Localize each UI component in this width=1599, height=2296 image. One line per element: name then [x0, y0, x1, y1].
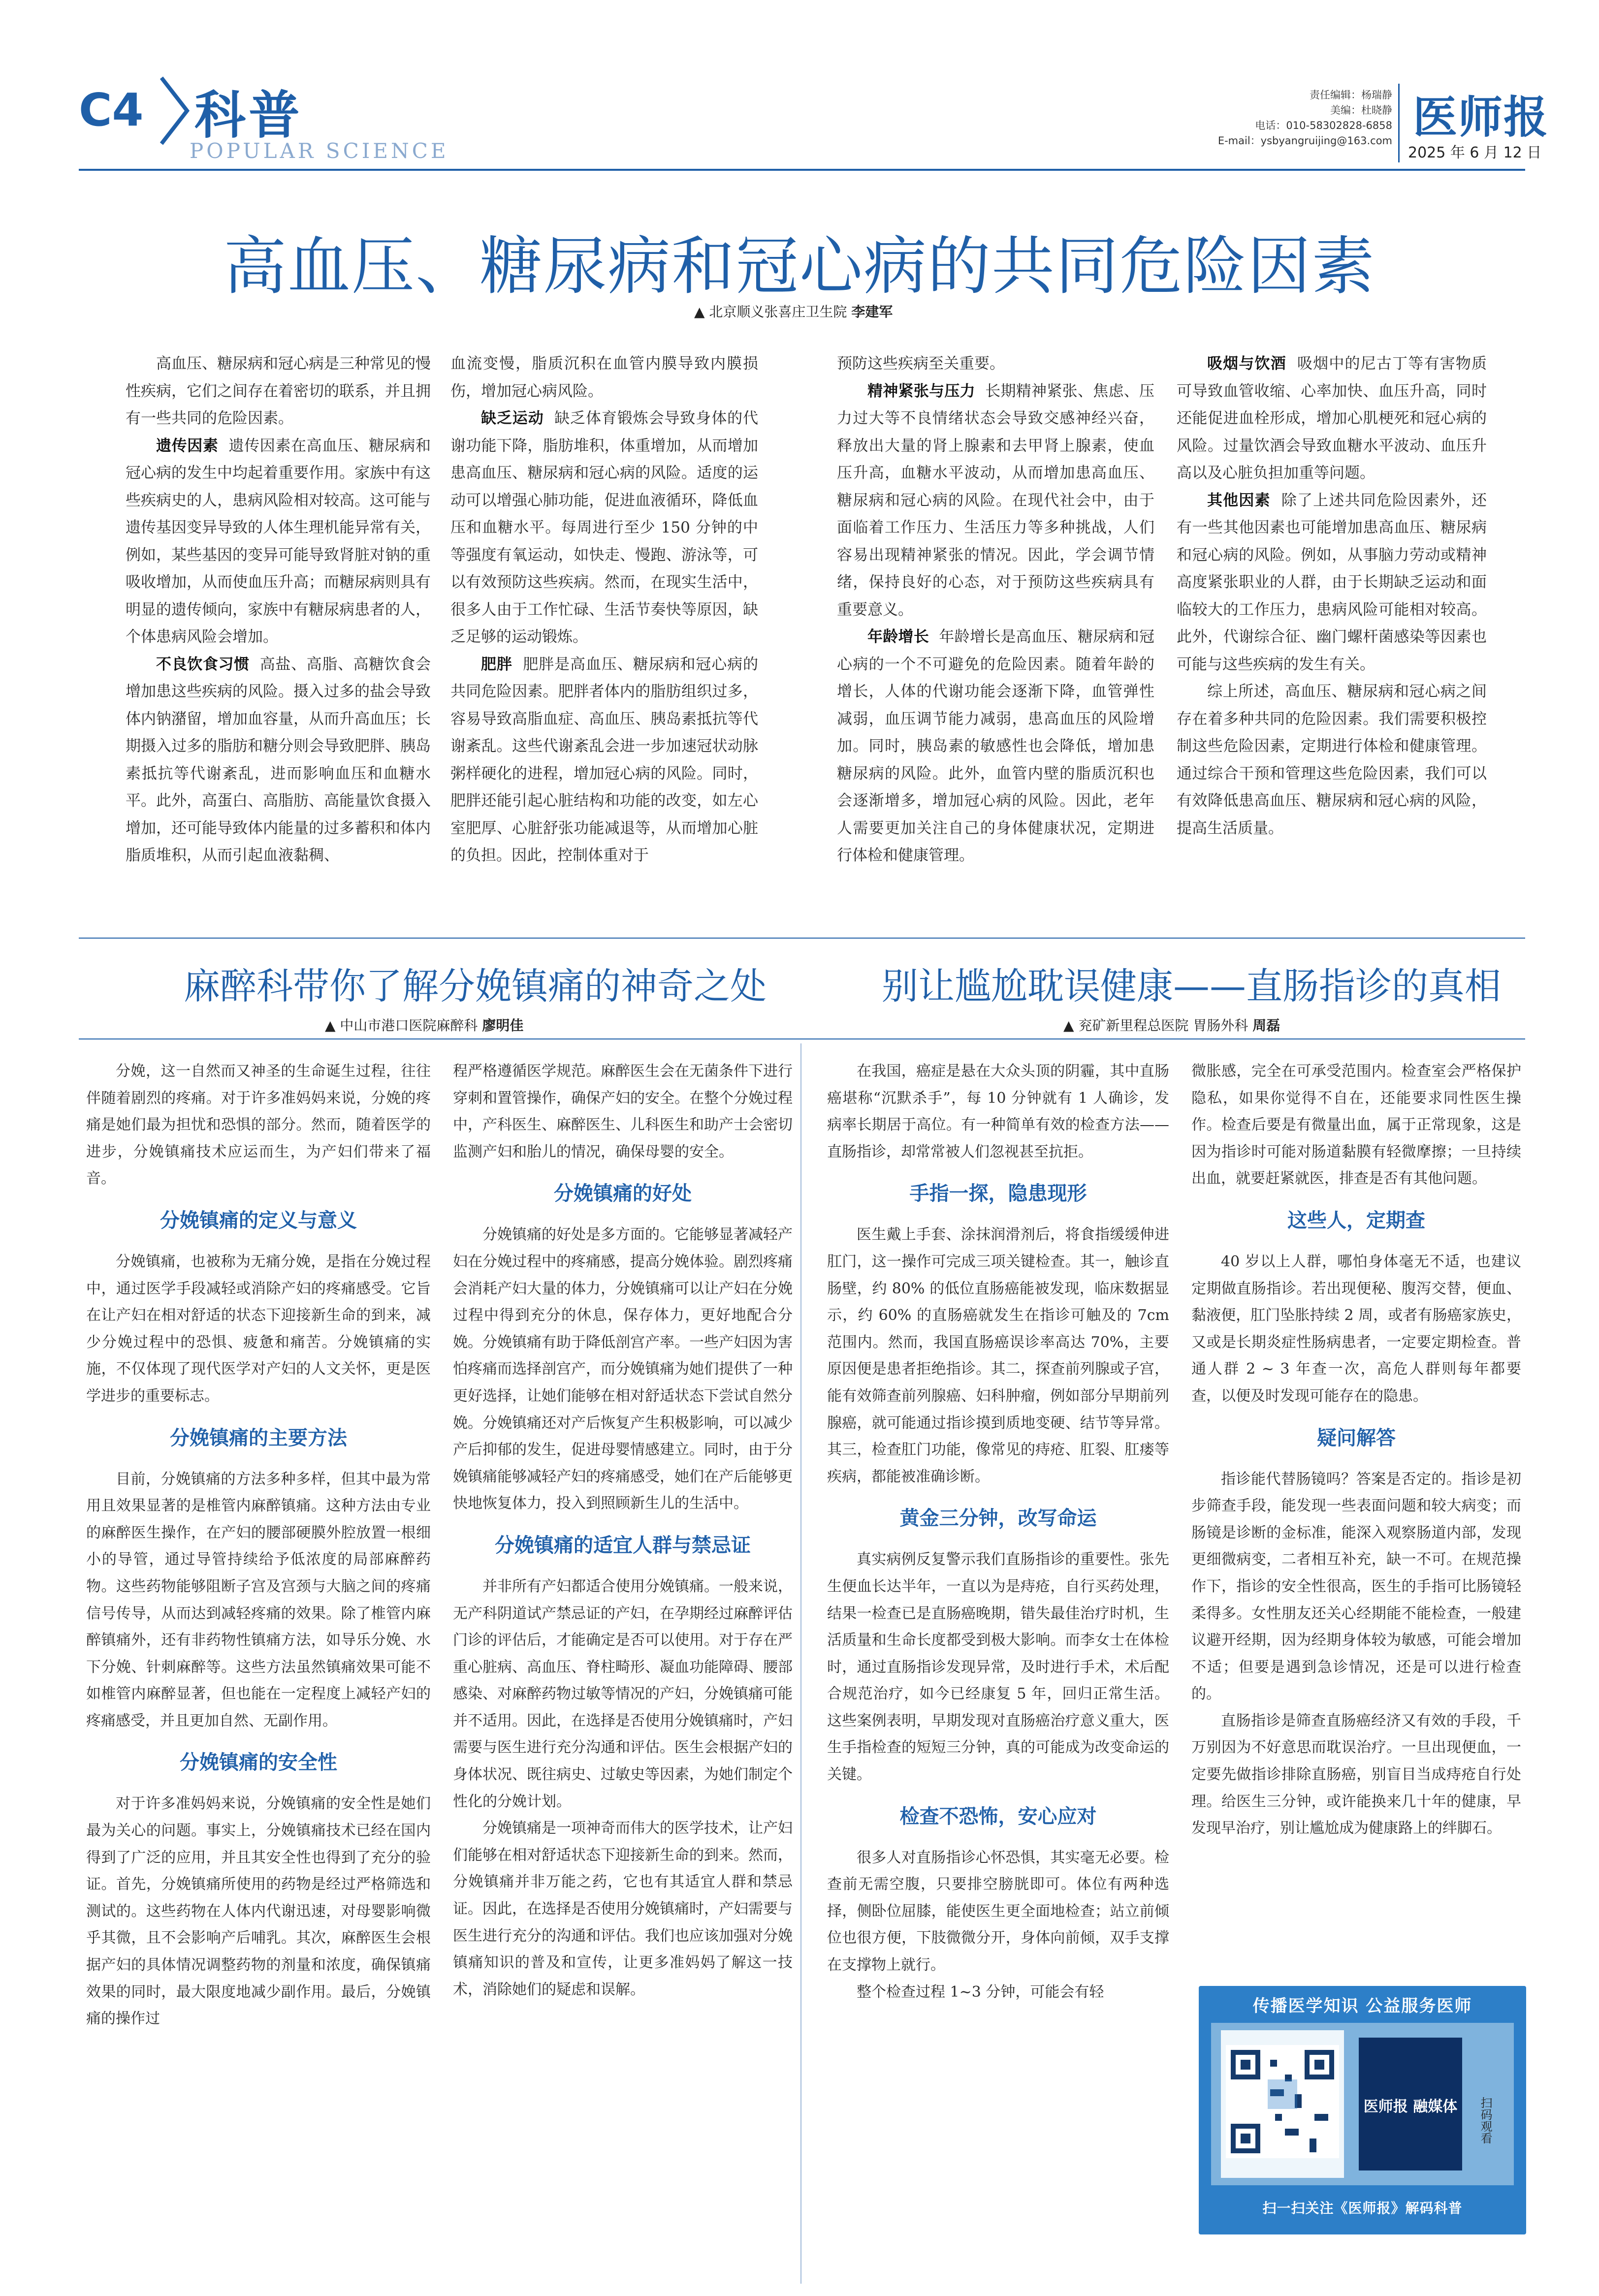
keyword: 不良饮食习惯	[156, 655, 250, 673]
keyword: 年龄增长	[867, 628, 929, 646]
promo-header: 传播医学知识 公益服务医师	[1252, 1996, 1472, 2016]
anesthesia-article-byline: ▲ 中山市港口医院麻醉科 廖明佳	[325, 1017, 524, 1034]
keyword: 吸烟与饮酒	[1207, 355, 1286, 373]
paragraph: 医生戴上手套、涂抹润滑剂后，将食指缓缓伸进肛门，这一操作可完成三项关键检查。其一，触诊直肠壁，约 80% 的低位直肠癌能被发现，临床数据显示，约 60% 的直肠癌就发生在指诊可触及的 7cm 范围内。然而，我国直肠癌误诊率高达 70%，主要原因便是患者拒绝指诊。其二，探查前列腺或子宫，能有效筛查前列腺癌、妇科肿瘤，例如部分早期前列腺癌，就可能通过指诊摸到质地变硬、结节等异常。其三，检查肛门功能，像常见的痔疮、肛裂、肛瘘等疾病，都能被准确诊断。	[827, 1226, 1169, 1485]
anesthesia-column-2	[453, 1058, 793, 2003]
subheading: 疑问解答	[1317, 1426, 1396, 1449]
paragraph: 很多人对直肠指诊心怀恐惧，其实毫无必要。检查前无需空腹，只要排空膀胱即可。体位有两种选择，侧卧位屈膝，能使医生更全面地检查；站立前倾位也很方便，下肢微微分开，身体向前倾，双手支撑在支撑物上就行。	[827, 1849, 1169, 1974]
main-article-title: 高血压、糖尿病和冠心病的共同危险因素	[223, 230, 1375, 303]
subheading: 分娩镇痛的主要方法	[170, 1426, 347, 1449]
paragraph: 其他因素 除了上述共同危险因素外，还有一些其他因素也可能增加患高血压、糖尿病和冠心病的风险。例如，从事脑力劳动或精神高度紧张职业的人群，由于长期缺乏运动和面临较大的工作压力，患病风险可能相对较高。此外，代谢综合征、幽门螺杆菌感染等因素也可能与这些疾病的发生有关。	[1177, 491, 1487, 673]
contact-email: E-mail：ysbyangruijing@163.com	[1217, 135, 1392, 147]
main-article-column-4	[1177, 350, 1487, 842]
keyword: 精神紧张与压力	[867, 382, 975, 400]
keyword: 其他因素	[1207, 491, 1271, 509]
paragraph: 微胀感，完全在可承受范围内。检查室会严格保护隐私，如果你觉得不自在，还能要求同性医生操作。检查后要是有微量出血，属于正常现象，这是因为指诊时可能对肠道黏膜有轻微摩擦；一旦持续出血，就要赶紧就医，排查是否有其他问题。	[1191, 1063, 1521, 1188]
main-article-byline	[694, 301, 893, 321]
promo-side-text: 扫码观看	[1478, 2097, 1492, 2144]
subheading: 分娩镇痛的定义与意义	[160, 1209, 357, 1232]
paragraph: 吸烟与饮酒 吸烟中的尼古丁等有害物质可导致血管收缩、心率加快、血压升高，同时还能促进血栓形成，增加心肌梗死和冠心病的风险。过量饮酒会导致血糖水平波动、血压升高以及心脏负担加重等问题。	[1177, 355, 1487, 482]
contact-phone: 电话：010-58302828-6858	[1255, 120, 1392, 131]
anesthesia-column-1	[86, 1058, 431, 2033]
qr-code-icon[interactable]	[1221, 2030, 1344, 2178]
paragraph: 血流变慢，脂质沉积在血管内膜导致内膜损伤，增加冠心病风险。	[450, 355, 758, 400]
main-article-column-1	[126, 350, 431, 870]
title-underline	[807, 1038, 1525, 1039]
keyword: 缺乏运动	[481, 409, 544, 427]
section-separator	[79, 938, 1525, 939]
paragraph: 分娩镇痛，也被称为无痛分娩，是指在分娩过程中，通过医学手段减轻或消除产妇的疼痛感受。它旨在让产妇在相对舒适的状态下迎接新生命的到来，减少分娩过程中的恐惧、疲惫和痛苦。分娩镇痛的实施，不仅体现了现代医学对产妇的人文关怀，更是医学进步的重要标志。	[86, 1253, 431, 1405]
rectal-column-2	[1191, 1058, 1521, 1842]
chevron-icon	[158, 74, 192, 148]
masthead-info	[1218, 88, 1392, 149]
paragraph: 在我国，癌症是悬在大众头顶的阴霾，其中直肠癌堪称“沉默杀手”，每 10 分钟就有 1 人确诊，发病率长期居于高位。有一种简单有效的检查方法——直肠指诊，却常常被人们忽视甚至抗拒。	[827, 1063, 1169, 1161]
subheading: 分娩镇痛的好处	[554, 1182, 692, 1205]
paragraph: 对于许多准妈妈来说，分娩镇痛的安全性是她们最为关心的问题。事实上，分娩镇痛技术已经在国内得到了广泛的应用，并且其安全性也得到了充分的验证。首先，分娩镇痛所使用的药物是经过严格筛选和测试的。这些药物在人体内代谢迅速，对母婴影响微乎其微，且不会影响产后哺乳。其次，麻醉医生会根据产妇的具体情况调整药物的剂量和浓度，确保镇痛效果的同时，最大限度地减少副作用。最后，分娩镇痛的操作过	[86, 1795, 431, 2028]
anesthesia-article-title: 麻醉科带你了解分娩镇痛的神奇之处	[184, 965, 767, 1007]
paragraph: 整个检查过程 1~3 分钟，可能会有轻	[857, 1983, 1104, 2001]
newspaper-logo: 医师报	[1413, 91, 1549, 143]
header-rule	[79, 169, 1525, 171]
keyword: 遗传因素	[156, 437, 219, 455]
paragraph: 分娩镇痛是一项神奇而伟大的医学技术，让产妇们能够在相对舒适状态下迎接新生命的到来。然而，分娩镇痛并非万能之药，它也有其适宜人群和禁忌证。因此，在选择是否使用分娩镇痛时，产妇需要与医生进行充分的沟通和评估。我们也应该加强对分娩镇痛知识的普及和宣传，让更多准妈妈了解这一技术，消除她们的疑虑和误解。	[453, 1820, 793, 1998]
column-divider	[800, 1043, 801, 2284]
byline-author: 李建军	[851, 304, 893, 320]
paragraph: 精神紧张与压力 长期精神紧张、焦虑、压力过大等不良情绪状态会导致交感神经兴奋，释放出大量的肾上腺素和去甲肾上腺素，使血压升高，血糖水平波动，从而增加患高血压、糖尿病和冠心病的风险。在现代社会中，由于面临着工作压力、生活压力等多种挑战，人们容易出现精神紧张的情况。因此，学会调节情绪，保持良好的心态，对于预防这些疾病具有重要意义。	[837, 382, 1154, 619]
paragraph: 综上所述，高血压、糖尿病和冠心病之间存在着多种共同的危险因素。我们需要积极控制这些危险因素，定期进行体检和健康管理。通过综合干预和管理这些危险因素，我们可以有效降低患高血压、糖尿病和冠心病的风险，提高生活质量。	[1177, 683, 1487, 837]
issue-date: 2025 年 6 月 12 日	[1408, 144, 1542, 161]
paragraph: 分娩，这一自然而又神圣的生命诞生过程，往往伴随着剧烈的疼痛。对于许多准妈妈来说，分娩的疼痛是她们最为担忧和恐惧的部分。然而，随着医学的进步，分娩镇痛技术应运而生，为产妇们带来了福音。	[86, 1063, 431, 1188]
main-article-column-3	[837, 350, 1154, 870]
masthead-divider	[1398, 84, 1400, 162]
subheading: 分娩镇痛的适宜人群与禁忌证	[495, 1534, 751, 1557]
rectal-article-title: 别让尴尬耽误健康——直肠指诊的真相	[882, 965, 1501, 1007]
paragraph: 分娩镇痛的好处是多方面的。它能够显著减轻产妇在分娩过程中的疼痛感，提高分娩体验。剧烈疼痛会消耗产妇大量的体力，分娩镇痛可以让产妇在分娩过程中得到充分的休息，保存体力，更好地配合分娩。分娩镇痛有助于降低剖宫产率。一些产妇因为害怕疼痛而选择剖宫产，而分娩镇痛为她们提供了一种更好选择，让她们能够在相对舒适状态下尝试自然分娩。分娩镇痛还对产后恢复产生积极影响，可以减少产后抑郁的发生，促进母婴情感建立。同时，由于分娩镇痛能够减轻产妇的疼痛感受，她们在产后能够更快地恢复体力，投入到照顾新生儿的生活中。	[453, 1226, 793, 1512]
section-title: 科普	[194, 85, 303, 145]
paragraph: 不良饮食习惯 高盐、高脂、高糖饮食会增加患这些疾病的风险。摄入过多的盐会导致体内钠潴留，增加血容量，从而升高血压；长期摄入过多的脂肪和糖分则会导致肥胖、胰岛素抵抗等代谢紊乱，进而影响血压和血糖水平。此外，高蛋白、高脂肪、高能量饮食摄入增加，还可能导致体内能量的过多蓄积和体内脂质堆积，从而引起血液黏稠、	[126, 655, 431, 864]
paragraph: 预防这些疾病至关重要。	[837, 355, 1005, 373]
byline-org: ▲ 北京顺义张喜庄卫生院	[694, 304, 847, 320]
paragraph: 直肠指诊是筛查直肠癌经济又有效的手段，千万别因为不好意思而耽误治疗。一旦出现便血，一定要先做指诊排除直肠癌，别盲目当成痔疮自行处理。给医生三分钟，或许能换来几十年的健康，早发现早治疗，别让尴尬成为健康路上的绊脚石。	[1191, 1712, 1521, 1837]
paragraph: 遗传因素 遗传因素在高血压、糖尿病和冠心病的发生中均起着重要作用。家族中有这些疾病史的人，患病风险相对较高。这可能与遗传基因变异导致的人体生理机能异常有关，例如，某些基因的变异可能导致肾脏对钠的重吸收增加，从而使血压升高；而糖尿病则具有明显的遗传倾向，家族中有糖尿病患者的人，个体患病风险会增加。	[126, 437, 431, 646]
video-caption: 医师报 融媒体	[1363, 2098, 1458, 2115]
title-underline	[79, 1038, 871, 1039]
subheading: 这些人，定期查	[1287, 1209, 1425, 1232]
paragraph: 高血压、糖尿病和冠心病是三种常见的慢性疾病，它们之间存在着密切的联系，并且拥有一些共同的危险因素。	[126, 355, 431, 427]
subheading: 黄金三分钟，改写命运	[899, 1507, 1097, 1530]
rectal-column-1	[827, 1058, 1169, 2006]
subheading: 手指一探，隐患现形	[909, 1182, 1087, 1205]
keyword: 肥胖	[481, 655, 512, 673]
subheading: 分娩镇痛的安全性	[180, 1751, 337, 1774]
paragraph: 真实病例反复警示我们直肠指诊的重要性。张先生便血长达半年，一直以为是痔疮，自行买药处理，结果一检查已是直肠癌晚期，错失最佳治疗时机，生活质量和生命长度都受到极大影响。而李女士在体检时，通过直肠指诊发现异常，及时进行手术，术后配合规范治疗，如今已经康复 5 年，回归正常生活。这些案例表明，早期发现对直肠癌治疗意义重大，医生手指检查的短短三分钟，真的可能成为改变命运的关键。	[827, 1551, 1169, 1784]
designer-credit: 美编：杜晓静	[1330, 104, 1392, 116]
rectal-article-byline: ▲ 兖矿新里程总医院 胃肠外科 周磊	[1063, 1017, 1280, 1034]
editor-credit: 责任编辑：杨瑞静	[1310, 89, 1392, 101]
section-subtitle: POPULAR SCIENCE	[190, 139, 449, 163]
paragraph: 程严格遵循医学规范。麻醉医生会在无菌条件下进行穿刺和置管操作，确保产妇的安全。在整个分娩过程中，产科医生、麻醉医生、儿科医生和助产士会密切监测产妇和胎儿的情况，确保母婴的安全。	[453, 1063, 793, 1161]
main-article-column-2	[450, 350, 758, 870]
paragraph: 年龄增长 年龄增长是高血压、糖尿病和冠心病的一个不可避免的危险因素。随着年龄的增长，人体的代谢功能会逐渐下降，血管弹性减弱，血压调节能力减弱，患高血压的风险增加。同时，胰岛素的敏感性也会降低，增加患糖尿病的风险。此外，血管内壁的脂质沉积也会逐渐增多，增加冠心病的风险。因此，老年人需要更加关注自己的身体健康状况，定期进行体检和健康管理。	[837, 628, 1155, 864]
paragraph: 40 岁以上人群，哪怕身体毫无不适，也建议定期做直肠指诊。若出现便秘、腹泻交替，便血、黏液便，肛门坠胀持续 2 周，或者有肠癌家族史，又或是长期炎症性肠病患者，一定要定期检查。普通人群 2 ~ 3 年查一次，高危人群则每年都要查，以便及时发现可能存在的隐患。	[1191, 1253, 1521, 1405]
paragraph: 肥胖 肥胖是高血压、糖尿病和冠心病的共同危险因素。肥胖者体内的脂肪组织过多，容易导致高脂血症、高血压、胰岛素抵抗等代谢紊乱。这些代谢紊乱会进一步加速冠状动脉粥样硬化的进程，增加冠心病的风险。同时，肥胖还能引起心脏结构和功能的改变，如左心室肥厚、心脏舒张功能减退等，从而增加心脏的负担。因此，控制体重对于	[450, 655, 759, 864]
subheading: 检查不恐怖，安心应对	[899, 1805, 1097, 1828]
page-number: C4	[79, 84, 144, 136]
promo-footer: 扫一扫关注《医师报》解码科普	[1262, 2200, 1463, 2216]
paragraph: 缺乏运动 缺乏体育锻炼会导致身体的代谢功能下降，脂肪堆积，体重增加，从而增加患高血压、糖尿病和冠心病的风险。适度的运动可以增强心肺功能，促进血液循环，降低血压和血糖水平。每周进行至少 150 分钟的中等强度有氧运动，如快走、慢跑、游泳等，可以有效预防这些疾病。然而，在现实生活中，很多人由于工作忙碌、生活节奏快等原因，缺乏足够的运动锻炼。	[450, 409, 759, 646]
paragraph: 指诊能代替肠镜吗？答案是否定的。指诊是初步筛查手段，能发现一些表面问题和较大病变；而肠镜是诊断的金标准，能深入观察肠道内部，发现更细微病变，二者相互补充，缺一不可。在规范操作下，指诊的安全性很高，医生的手指可比肠镜轻柔得多。女性朋友还关心经期能不能检查，一般建议避开经期，因为经期身体较为敏感，可能会增加不适；但要是遇到急诊情况，还是可以进行检查的。	[1191, 1470, 1521, 1703]
paragraph: 目前，分娩镇痛的方法多种多样，但其中最为常用且效果显著的是椎管内麻醉镇痛。这种方法由专业的麻醉医生操作，在产妇的腰部硬膜外腔放置一根细小的导管，通过导管持续给予低浓度的局部麻醉药物。这些药物能够阻断子宫及宫颈与大脑之间的疼痛信号传导，从而达到减轻疼痛的效果。除了椎管内麻醉镇痛外，还有非药物性镇痛方法，如导乐分娩、水下分娩、针刺麻醉等。这些方法虽然镇痛效果可能不如椎管内麻醉显著，但也能在一定程度上减轻产妇的疼痛感受，并且更加自然、无副作用。	[86, 1470, 431, 1730]
paragraph: 并非所有产妇都适合使用分娩镇痛。一般来说，无产科阴道试产禁忌证的产妇，在孕期经过麻醉评估门诊的评估后，才能确定是否可以使用。对于存在严重心脏病、高血压、脊柱畸形、凝血功能障碍、腰部感染、对麻醉药物过敏等情况的产妇，分娩镇痛可能并不适用。因此，在选择是否使用分娩镇痛时，产妇需要与医生进行充分沟通和评估。医生会根据产妇的身体状况、既往病史、过敏史等因素，为她们制定个性化的分娩计划。	[453, 1577, 793, 1810]
